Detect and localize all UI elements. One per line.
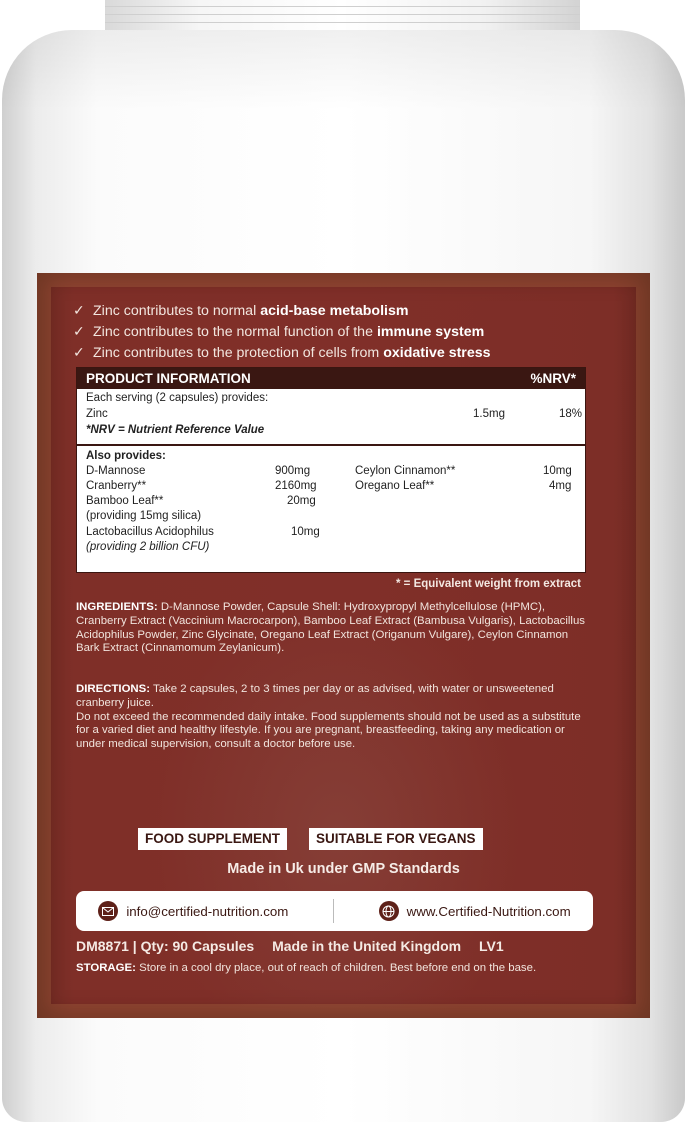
product-code-line (76, 938, 596, 954)
serving-text: Each serving (2 capsules) provides: (86, 392, 269, 404)
ingredient-amount: 2160mg (275, 480, 317, 492)
ingredients-text: INGREDIENTS: D-Mannose Powder, Capsule Shell: Hydroxypropyl Methylcellulose (HPMC), Cranberry Extract (Vaccinium Macrocarpon), Bamboo Leaf Extract (Bambusa Vulgaris), Lactobacillus Acidophilus Powder, Zinc Glycinate, Oregano Leaf Extract (Origanum Vulgare), Ceylon Cinnamon Bark Extract (Cinnamomum Zeylanicum). (76, 601, 585, 655)
zinc-name: Zinc (86, 408, 108, 420)
food-supplement-badge: FOOD SUPPLEMENT (138, 828, 287, 850)
ingredient-amount: 20mg (287, 495, 316, 507)
product-info-header (77, 368, 585, 389)
benefit-item: ✓ Zinc contributes to the protection of cells from oxidative stress (73, 344, 491, 361)
checkmark-icon: ✓ (73, 302, 85, 318)
gmp-statement: Made in Uk under GMP Standards (227, 861, 460, 877)
origin-text: Made in the United Kingdom (272, 938, 462, 954)
extract-footnote: * = Equivalent weight from extract (395, 578, 581, 590)
storage-text: STORAGE: Store in a cool dry place, out of reach of children. Best before end on the base. (76, 962, 537, 974)
email-address: info@certified-nutrition.com (126, 903, 289, 919)
zinc-amount: 1.5mg (473, 408, 505, 420)
ingredient-note: (providing 15mg silica) (86, 510, 202, 522)
product-code: DM8871 | Qty: 90 Capsules (76, 938, 255, 954)
benefit-item: ✓ Zinc contributes to the normal function of the immune system (73, 323, 485, 340)
lot-number: LV1 (479, 938, 504, 954)
ingredient-name: Ceylon Cinnamon** (355, 465, 456, 477)
contact-bar (76, 891, 593, 931)
website-url: www.Certified-Nutrition.com (406, 903, 571, 919)
ingredient-name: Cranberry** (86, 480, 147, 492)
also-provides-title: Also provides: (86, 450, 166, 462)
ingredient-note: (providing 2 billion CFU) (86, 541, 210, 553)
badges (138, 828, 483, 850)
checkmark-icon: ✓ (73, 344, 85, 360)
ingredient-name: Oregano Leaf** (355, 480, 435, 492)
ingredient-name: Lactobacillus Acidophilus (86, 526, 214, 538)
envelope-icon (98, 901, 118, 921)
email-contact (98, 901, 288, 921)
vegan-badge: SUITABLE FOR VEGANS (309, 828, 483, 850)
ingredient-amount: 4mg (549, 480, 572, 492)
nrv-note: *NRV = Nutrient Reference Value (86, 424, 265, 436)
website-contact (379, 901, 571, 921)
product-information-table (76, 367, 586, 573)
directions-text: DIRECTIONS: Take 2 capsules, 2 to 3 times per day or as advised, with water or unsweetened cranberry juice. Do not exceed the recommended daily intake. Food supplements should not be used as a substitute for a varied diet and healthy lifestyle. If you are pregnant, breastfeeding, taking any medication or under medical supervision, consult a doctor before use. (76, 683, 581, 751)
zinc-row (77, 389, 585, 446)
globe-icon (379, 901, 399, 921)
nrv-header: %NRV* (530, 371, 576, 386)
ingredient-name: Bamboo Leaf** (86, 495, 164, 507)
ingredient-amount: 900mg (275, 465, 311, 477)
ingredient-amount: 10mg (291, 526, 320, 538)
ingredient-amount: 10mg (543, 465, 572, 477)
checkmark-icon: ✓ (73, 323, 85, 339)
warning-text: Do not exceed the recommended daily intake. Food supplements should not be used as a substitute for a varied diet and healthy lifestyle. If you are pregnant, breastfeeding, taking any medication or under medical supervision, consult a doctor before use. (76, 710, 581, 751)
ingredient-name: D-Mannose (86, 465, 146, 477)
product-label (37, 273, 650, 1018)
benefits-list (73, 300, 633, 363)
product-info-title: PRODUCT INFORMATION (86, 371, 251, 386)
benefit-item: ✓ Zinc contributes to normal acid-base metabolism (73, 302, 409, 319)
zinc-nrv: 18% (559, 408, 583, 420)
